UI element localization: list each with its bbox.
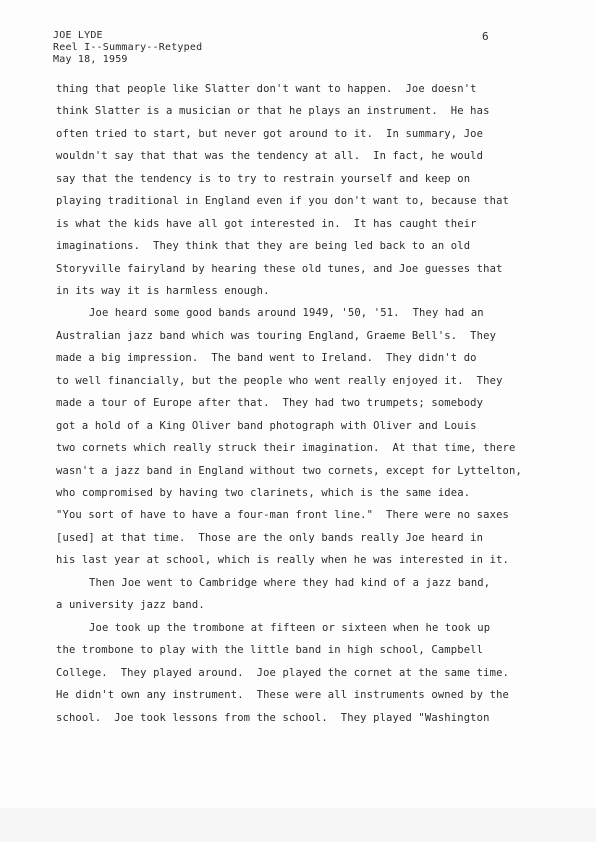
page-bottom-margin <box>0 808 596 842</box>
body-line: school. Joe took lessons from the school. They played "Washington <box>56 712 490 724</box>
body-line: say that the tendency is to try to restrain yourself and keep on <box>56 173 471 185</box>
body-line: "You sort of have to have a four-man front line." There were no saxes <box>56 509 510 521</box>
body-line: a university jazz band. <box>56 599 205 611</box>
body-line: in its way it is harmless enough. <box>56 285 270 297</box>
body-line: He didn't own any instrument. These were all instruments owned by the <box>56 689 510 701</box>
body-line: made a big impression. The band went to Ireland. They didn't do <box>56 352 477 364</box>
header-name: JOE LYDE <box>53 30 103 41</box>
body-line: to well financially, but the people who went really enjoyed it. They <box>56 375 503 387</box>
body-line: is what the kids have all got interested in. It has caught their <box>56 218 477 230</box>
body-line: often tried to start, but never got around to it. In summary, Joe <box>56 128 484 140</box>
body-line: Joe took up the trombone at fifteen or sixteen when he took up <box>89 622 491 634</box>
body-line: think Slatter is a musician or that he plays an instrument. He has <box>56 105 490 117</box>
header-reel: Reel I--Summary--Retyped <box>53 42 203 53</box>
body-line: imaginations. They think that they are being led back to an old <box>56 240 471 252</box>
body-line: wasn't a jazz band in England without two cornets, except for Lyttelton, <box>56 465 522 477</box>
body-line: his last year at school, which is really when he was interested in it. <box>56 554 510 566</box>
body-line: [used] at that time. Those are the only bands really Joe heard in <box>56 532 484 544</box>
body-line: Joe heard some good bands around 1949, '50, '51. They had an <box>89 307 484 319</box>
body-line: Australian jazz band which was touring England, Graeme Bell's. They <box>56 330 497 342</box>
body-line: wouldn't say that that was the tendency at all. In fact, he would <box>56 150 484 162</box>
header-date: May 18, 1959 <box>53 54 128 65</box>
document-header <box>53 30 202 66</box>
body-line: two cornets which really struck their imagination. At that time, there <box>56 442 516 454</box>
body-line: Storyville fairyland by hearing these old tunes, and Joe guesses that <box>56 263 503 275</box>
body-line: the trombone to play with the little band in high school, Campbell <box>56 644 484 656</box>
page-number: 6 <box>482 30 489 43</box>
body-line: who compromised by having two clarinets, which is the same idea. <box>56 487 471 499</box>
body-line: College. They played around. Joe played the cornet at the same time. <box>56 667 510 679</box>
body-line: Then Joe went to Cambridge where they had kind of a jazz band, <box>89 577 491 589</box>
body-line: playing traditional in England even if you don't want to, because that <box>56 195 510 207</box>
body-line: got a hold of a King Oliver band photograph with Oliver and Louis <box>56 420 477 432</box>
body-line: made a tour of Europe after that. They had two trumpets; somebody <box>56 397 484 409</box>
body-line: thing that people like Slatter don't want to happen. Joe doesn't <box>56 83 477 95</box>
